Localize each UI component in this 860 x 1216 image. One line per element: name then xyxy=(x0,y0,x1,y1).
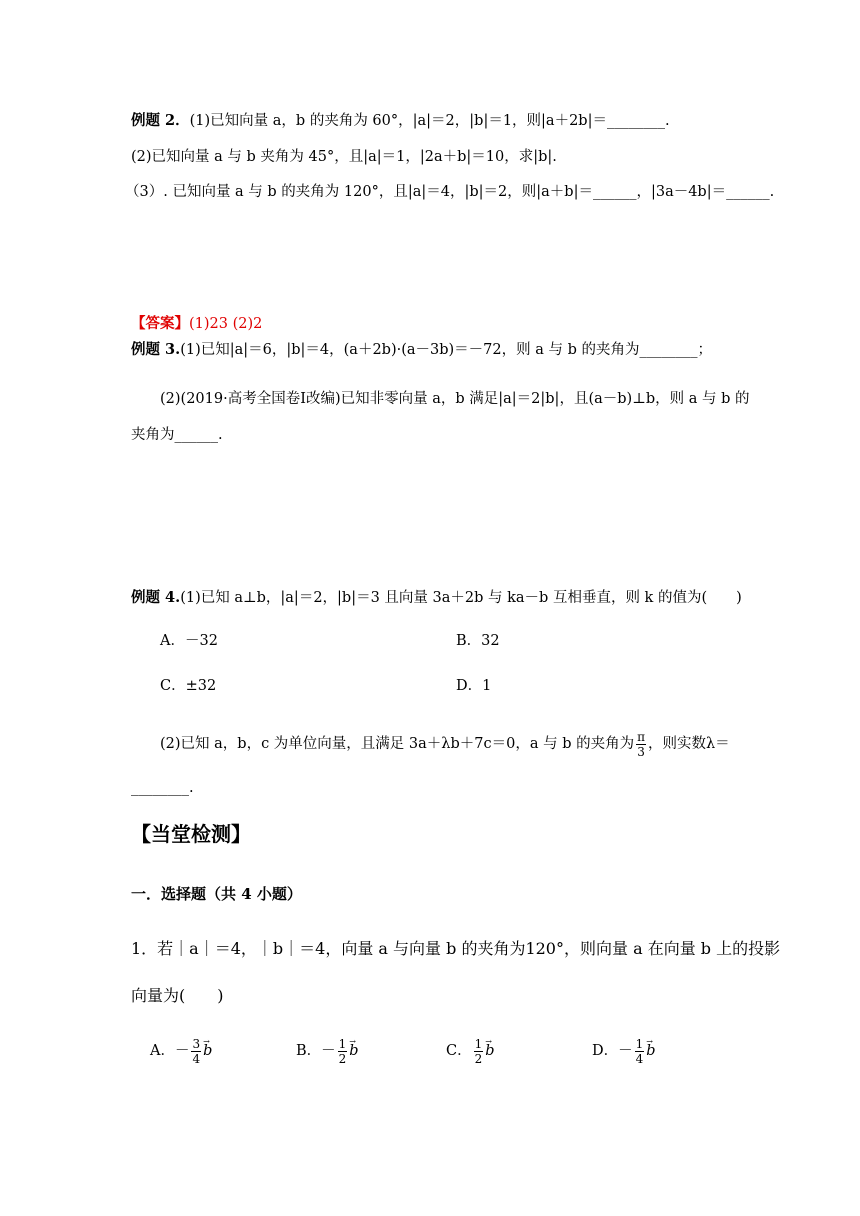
ex4-line-1 xyxy=(131,588,742,608)
q1-option-c-vec: b → xyxy=(485,1035,494,1067)
q1-option-c-label: C． xyxy=(446,1043,472,1059)
ex2-label: 例题 2． xyxy=(131,112,190,129)
ex4-p1: (1)已知 a⊥b，|a|＝2，|b|＝3 且向量 3a＋2b 与 ka－b 互相垂直，则 k 的值为( ) xyxy=(180,590,742,606)
q1-option-d-num: 1 xyxy=(635,1036,644,1051)
q1-option-a-frac xyxy=(191,1037,201,1066)
ex3-p2-source: 高考全国卷Ⅰ改编 xyxy=(227,391,335,407)
q1-option-b-label: B． xyxy=(296,1043,322,1059)
q1-option-c-den: 2 xyxy=(474,1051,483,1066)
q1-option-b-num: 1 xyxy=(338,1036,347,1051)
ex3-label: 例题 3. xyxy=(131,341,181,358)
section-title: 【当堂检测】 xyxy=(131,822,251,846)
ex3-line-1 xyxy=(131,340,712,360)
q1-option-d-vec: b → xyxy=(646,1035,655,1067)
ex2-p2: (2)已知向量 a 与 b 夹角为 45°，且|a|＝1，|2a＋b|＝10，求|b|. xyxy=(131,149,557,165)
q1-option-b xyxy=(296,1035,359,1067)
q1-option-a-num: 3 xyxy=(192,1036,201,1051)
ex4-option-d: D．1 xyxy=(456,678,492,694)
ex4-line-2 xyxy=(160,728,730,760)
q1-line-2: 向量为( ) xyxy=(131,986,224,1005)
answer-line xyxy=(131,314,262,334)
answer-text: (1)23 (2)2 xyxy=(189,316,263,332)
q1-option-d-den: 4 xyxy=(635,1051,644,1066)
ex4-frac-num: π xyxy=(637,729,645,744)
q1-option-b-frac xyxy=(338,1037,348,1066)
q1-option-b-vec: b → xyxy=(349,1035,358,1067)
answer-label: 【答案】 xyxy=(131,315,189,332)
q1-line-1: 1．若｜a｜＝4，｜b｜＝4，向量 a 与向量 b 的夹角为120°，则向量 a 在向量 b 上的投影 xyxy=(131,939,781,958)
q1-option-b-sign: － xyxy=(321,1043,336,1059)
ex4-p2-prefix: (2)已知 a，b，c 为单位向量，且满足 3a＋λb＋7c＝0，a 与 b 的夹角为 xyxy=(160,736,635,752)
q1-option-b-den: 2 xyxy=(338,1051,347,1066)
q1-option-a-sign: － xyxy=(174,1043,190,1059)
ex4-option-c: C．±32 xyxy=(160,678,217,694)
ex4-frac-den: 3 xyxy=(637,744,645,759)
ex2-p3: （3）. 已知向量 a 与 b 的夹角为 120°，且|a|＝4，|b|＝2，则|a＋b|＝______，|3a－4b|＝______. xyxy=(125,184,775,200)
q1-option-a-den: 4 xyxy=(192,1051,201,1066)
ex4-label: 例题 4. xyxy=(131,589,181,606)
ex4-fraction xyxy=(636,730,646,759)
ex3-p2-prefix: (2)(2019· xyxy=(160,391,228,407)
ex3-p2-line2: 夹角为______. xyxy=(131,427,223,443)
ex3-line-2 xyxy=(160,389,749,409)
q1-option-d-sign: － xyxy=(618,1043,633,1059)
q1-option-a xyxy=(150,1035,212,1067)
q1-option-c-frac xyxy=(474,1037,484,1066)
q1-option-c-num: 1 xyxy=(474,1036,483,1051)
ex3-p2-rest: )已知非零向量 a，b 满足|a|＝2|b|，且(a－b)⊥b，则 a 与 b 的 xyxy=(334,391,750,407)
q1-option-a-label: A． xyxy=(150,1043,175,1059)
q1-option-d-frac xyxy=(635,1037,645,1066)
q1-option-d xyxy=(592,1035,656,1067)
ex2-line-1 xyxy=(131,111,670,131)
ex3-p1: (1)已知|a|＝6，|b|＝4，(a＋2b)·(a－3b)＝－72，则 a 与 b 的夹角为________； xyxy=(180,342,712,358)
ex4-option-b: B．32 xyxy=(456,633,500,649)
q1-option-d-label: D． xyxy=(592,1043,619,1059)
ex2-p1: (1)已知向量 a，b 的夹角为 60°，|a|＝2，|b|＝1，则|a＋2b|＝________. xyxy=(189,113,670,129)
q1-option-a-vec: b → xyxy=(203,1035,212,1067)
q1-option-c xyxy=(446,1035,495,1067)
ex4-option-a: A．－32 xyxy=(160,633,218,649)
ex4-p2-line2: ________. xyxy=(131,780,194,796)
ex4-p2-suffix: ，则实数λ＝ xyxy=(647,736,730,752)
section-subtitle: 一．选择题（共 4 小题） xyxy=(131,885,302,903)
